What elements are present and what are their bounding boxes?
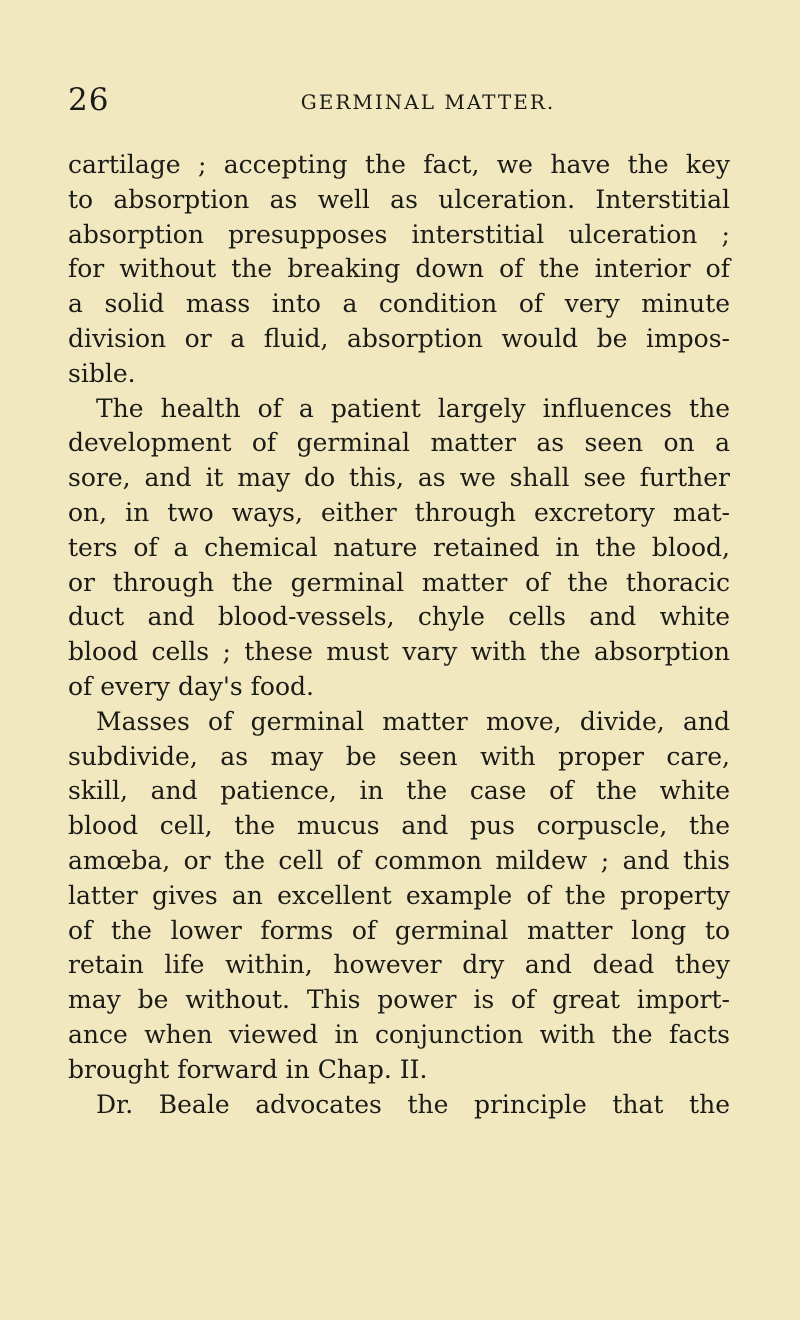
text-line: Dr. Beale advocates the principle that the (96, 1089, 730, 1119)
text-line: The health of a patient largely influences the (96, 393, 730, 423)
text-line: duct and blood-vessels, chyle cells and white (68, 602, 730, 632)
text-line: for without the breaking down of the interior of (68, 254, 730, 284)
text-line: or through the germinal matter of the thoracic (68, 567, 730, 597)
text-line: blood cells ; these must vary with the absorption (68, 637, 730, 667)
text-line: development of germinal matter as seen on a (68, 428, 730, 458)
running-head: GERMINAL MATTER. (300, 90, 556, 114)
text-line: Masses of germinal matter move, divide, and (96, 706, 730, 736)
text-line: cartilage ; accepting the fact, we have the key (68, 150, 730, 179)
text-line: absorption presupposes interstitial ulceration ; (68, 219, 730, 249)
text-line: amœba, or the cell of common mildew ; and this (68, 845, 730, 875)
text-line: brought forward in Chap. II. (68, 1054, 428, 1084)
text-line: may be without. This power is of great import- (68, 985, 730, 1015)
text-line: sible. (68, 358, 136, 388)
text-line: subdivide, as may be seen with proper care, (68, 741, 730, 771)
text-line: skill, and patience, in the case of the white (68, 776, 730, 806)
text-line: on, in two ways, either through excretory mat- (68, 497, 730, 527)
page-number: 26 (68, 82, 110, 118)
page-header (68, 82, 728, 122)
text-line: sore, and it may do this, as we shall see further (68, 463, 730, 493)
body-text (68, 148, 730, 1122)
text-line: latter gives an excellent example of the property (68, 880, 730, 910)
text-line: of every day's food. (68, 671, 314, 701)
text-line: of the lower forms of germinal matter long to (68, 915, 730, 945)
text-line: a solid mass into a condition of very minute (68, 289, 730, 319)
text-line: ters of a chemical nature retained in the blood, (68, 532, 730, 562)
text-line: retain life within, however dry and dead they (68, 950, 730, 980)
text-line: division or a fluid, absorption would be impos- (68, 323, 730, 353)
text-line: to absorption as well as ulceration. Interstitial (68, 184, 730, 214)
text-line: ance when viewed in conjunction with the facts (68, 1019, 730, 1049)
text-line: blood cell, the mucus and pus corpuscle, the (68, 811, 730, 841)
